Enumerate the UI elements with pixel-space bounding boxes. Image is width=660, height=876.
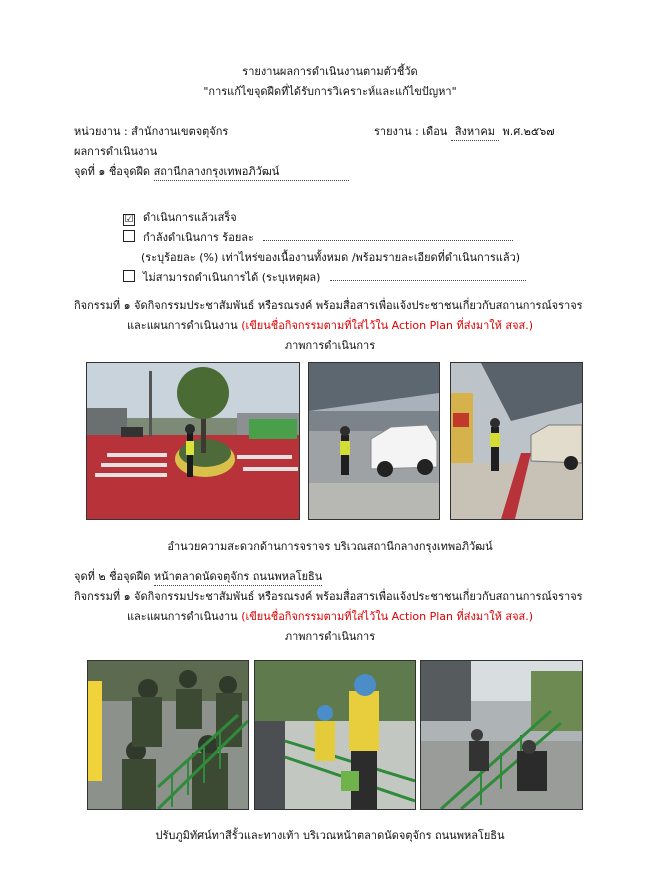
activity1-line2	[0, 316, 660, 334]
activity2-caption: ปรับภูมิทัศน์ทาสีรั้วและทางเท้า บริเวณหน้าตลาดนัดจตุจักร ถนนพหลโยธิน	[155, 829, 505, 842]
activity1-caption: อำนวยความสะดวกด้านการจราจร บริเวณสถานีกลางกรุงเทพอภิวัฒน์	[167, 540, 493, 553]
activity2-photos-label: ภาพการดำเนินการ	[284, 630, 376, 643]
status-unable-row	[123, 268, 526, 286]
done-checkbox[interactable]: ☑	[124, 214, 134, 225]
activity2-line1: กิจกรรมที่ ๑ จัดกิจกรรมประชาสัมพันธ์ หรือรณรงค์ พร้อมสื่อสารเพื่อแจ้งประชาชนเกี่ยวกับสถานการณ์จราจร	[74, 590, 583, 603]
photo-painting-fence-volunteers	[254, 660, 416, 810]
point1-line	[74, 162, 349, 181]
photo-painting-fence-roadside	[420, 660, 583, 810]
activity2-line2	[0, 607, 660, 625]
point2-prefix: จุดที่ ๒ ชื่อจุดฝืด	[74, 570, 151, 583]
unable-reason-field[interactable]	[330, 280, 526, 281]
point1-name: สถานีกลางกรุงเทพอภิวัฒน์	[154, 162, 350, 181]
point1-prefix: จุดที่ ๑ ชื่อจุดฝืด	[74, 165, 151, 178]
status-progress-label: กำลังดำเนินการ ร้อยละ	[143, 231, 254, 244]
point2-line	[74, 567, 322, 586]
activity1-plan-note: (เขียนชื่อกิจกรรมตามที่ใส่ไว้ใน Action Plan ที่ส่งมาให้ สจส.)	[241, 319, 534, 332]
photo-officer-car	[308, 362, 440, 520]
status-progress-note: (ระบุร้อยละ (%) เท่าไหร่ของเนื้องานทั้งหมด /พร้อมรายละเอียดที่ดำเนินการแล้ว)	[141, 251, 521, 264]
activity2-plan-label: และแผนการดำเนินงาน	[126, 610, 238, 623]
activity1-line1: กิจกรรมที่ ๑ จัดกิจกรรมประชาสัมพันธ์ หรือรณรงค์ พร้อมสื่อสารเพื่อแจ้งประชาชนเกี่ยวกับสถานการณ์จราจร	[74, 299, 583, 312]
report-month: สิงหาคม	[451, 122, 499, 141]
agency-label: หน่วยงาน : สำนักงานเขตจตุจักร	[74, 125, 229, 138]
activity1-plan-label: และแผนการดำเนินงาน	[126, 319, 238, 332]
report-subtitle: "การแก้ไขจุดฝืดที่ได้รับการวิเคราะห์และแก้ไขปัญหา"	[203, 85, 457, 98]
photo-officer-roadside	[450, 362, 583, 520]
activity2-plan-note: (เขียนชื่อกิจกรรมตามที่ใส่ไว้ใน Action Plan ที่ส่งมาให้ สจส.)	[241, 610, 534, 623]
report-title: รายงานผลการดำเนินงานตามตัวชี้วัด	[242, 65, 418, 78]
report-period	[374, 122, 555, 141]
status-done-label: ดำเนินการแล้วเสร็จ	[143, 211, 237, 224]
unable-checkbox[interactable]	[123, 270, 135, 282]
report-year: พ.ศ.๒๕๖๗	[502, 125, 555, 138]
report-label: รายงาน : เดือน	[374, 125, 448, 138]
status-progress-row	[123, 228, 513, 246]
status-done-row	[123, 208, 237, 226]
photo-painting-fence-soldiers	[87, 660, 249, 810]
progress-percent-field[interactable]	[263, 240, 513, 241]
photo-intersection	[86, 362, 300, 520]
in-progress-checkbox[interactable]	[123, 230, 135, 242]
activity1-photos-label: ภาพการดำเนินการ	[284, 339, 376, 352]
result-label: ผลการดำเนินงาน	[74, 145, 158, 158]
point2-name: หน้าตลาดนัดจตุจักร ถนนพหลโยธิน	[154, 567, 322, 586]
status-unable-label: ไม่สามารถดำเนินการได้ (ระบุเหตุผล)	[143, 271, 321, 284]
